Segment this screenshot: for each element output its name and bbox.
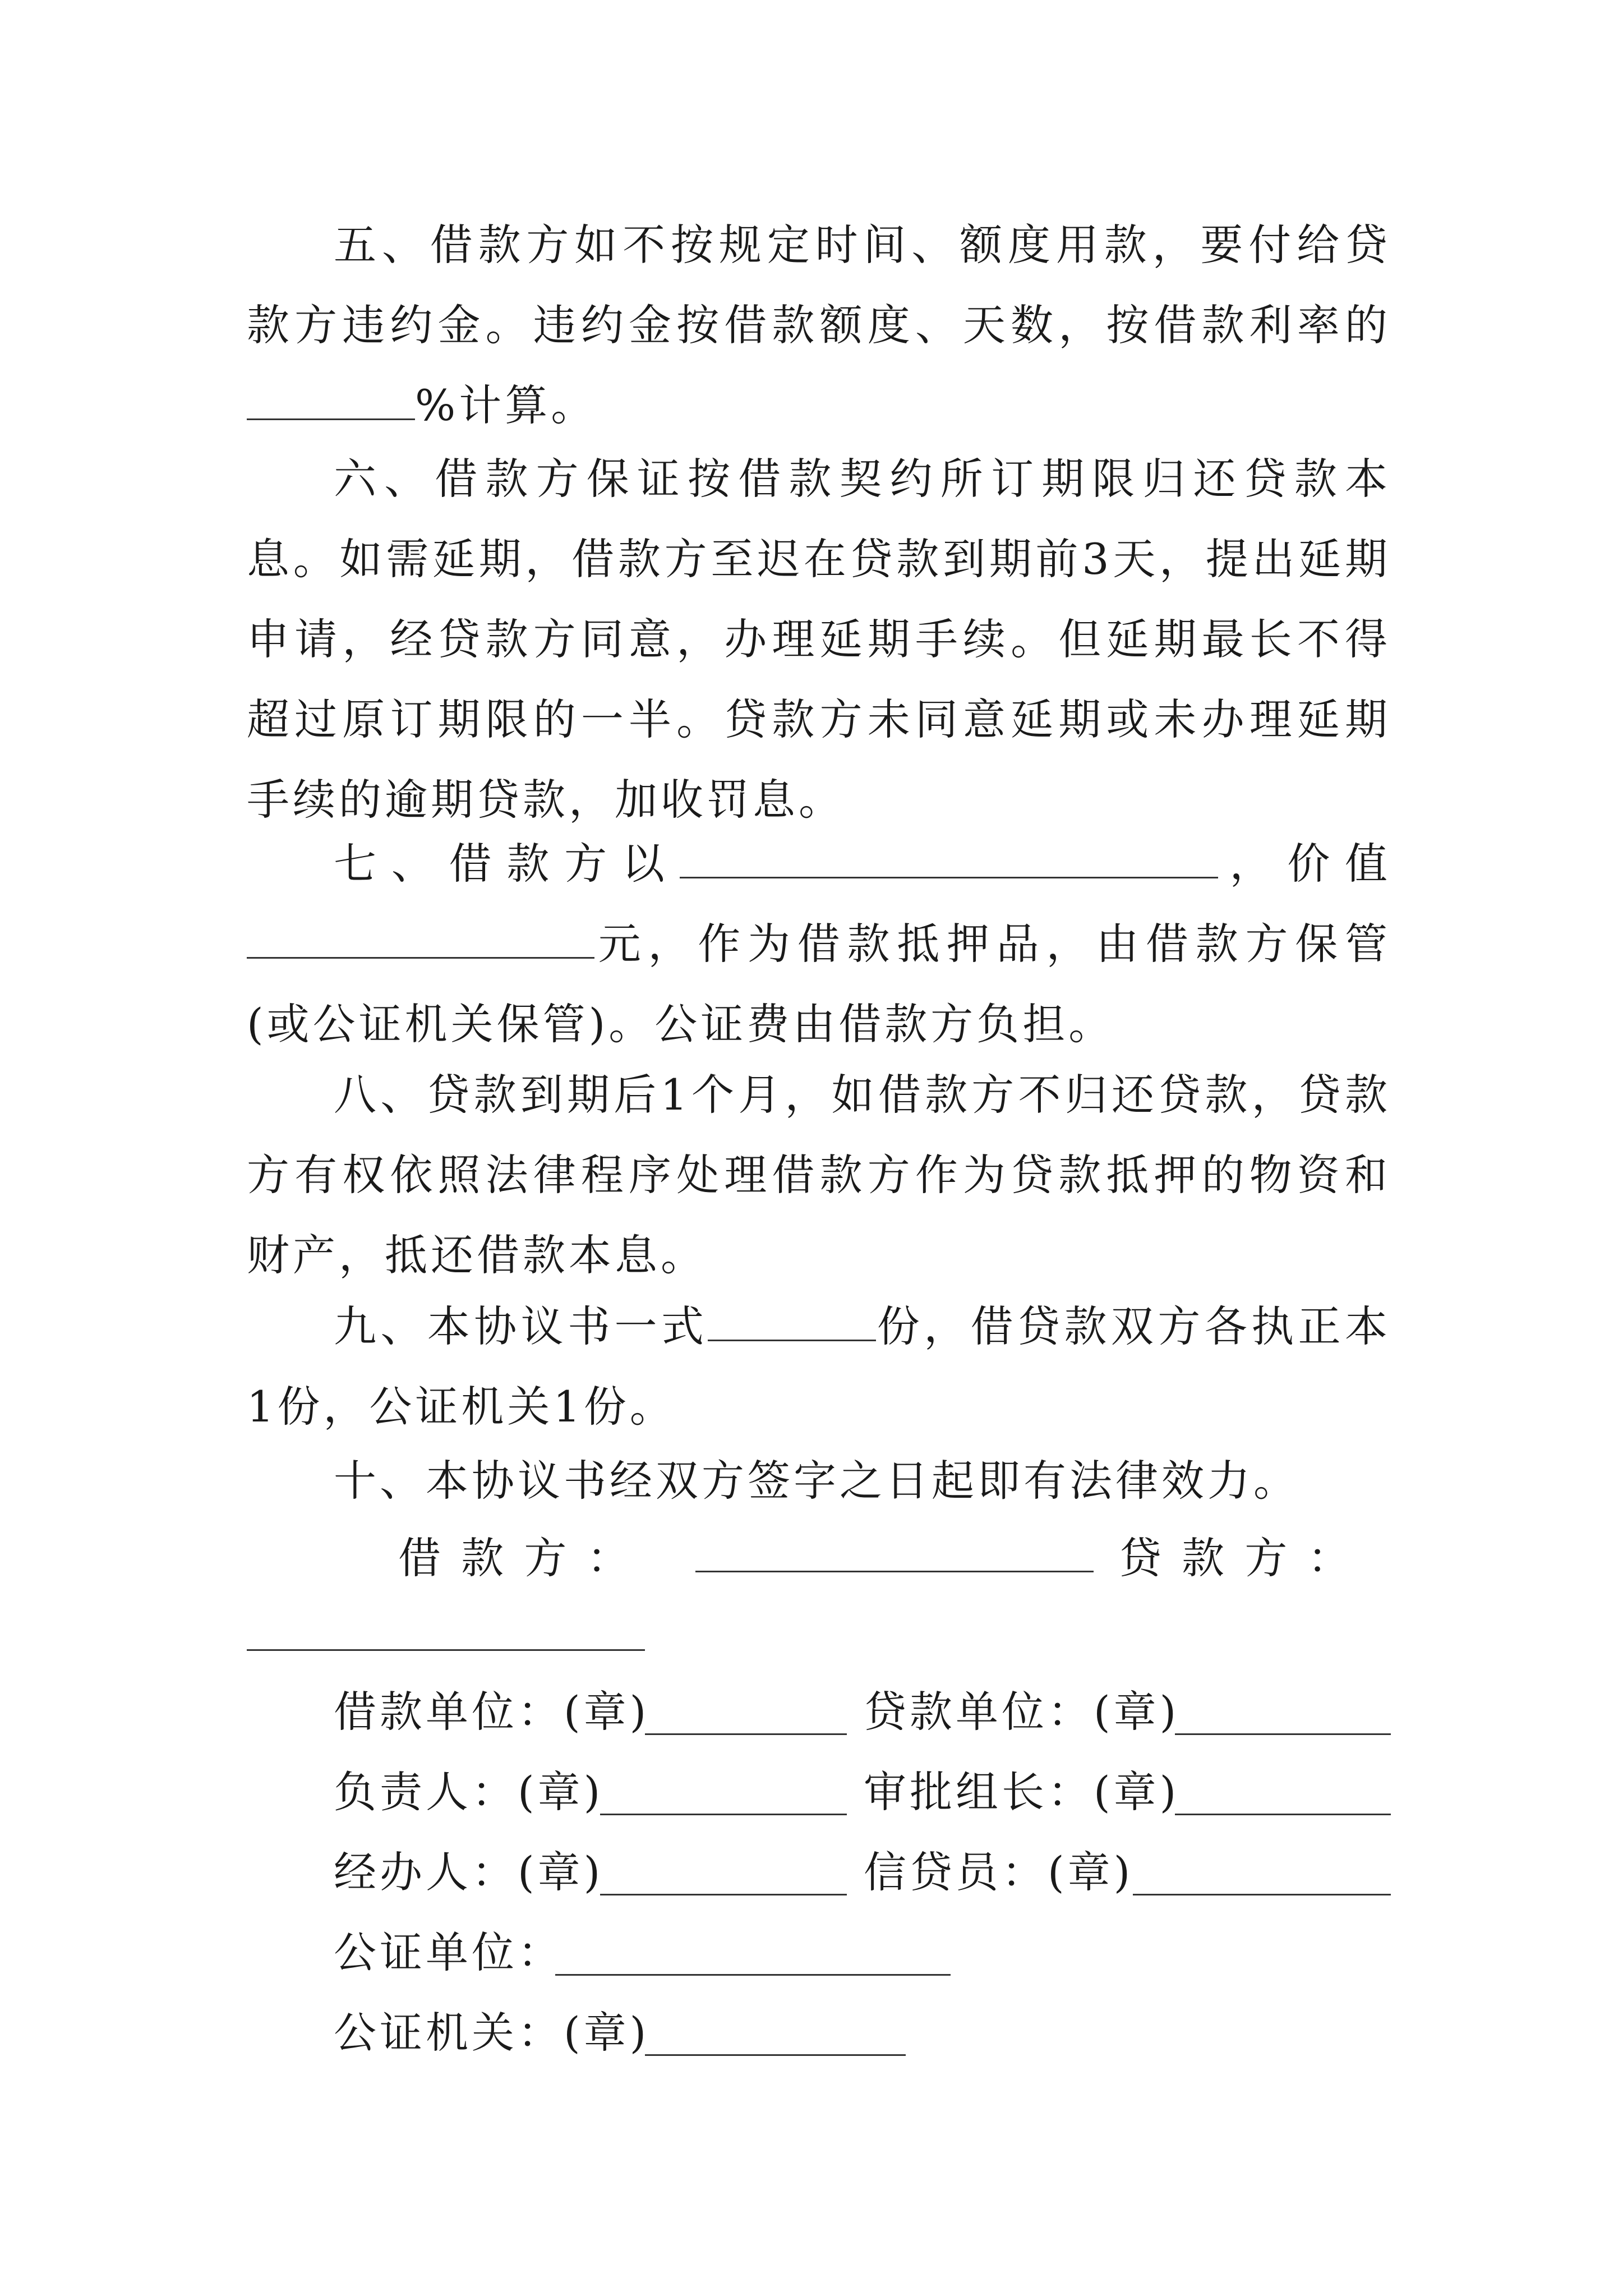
clause-five-text-a: 五、借款方如不按规定时间、额度用款，要付给贷款方违约金。违约金按借款额度、天数，按借款利率的 — [247, 220, 1391, 350]
borrower-head-line[interactable] — [600, 1814, 847, 1815]
notary-office-line[interactable] — [645, 2054, 906, 2056]
clause-nine — [247, 1286, 1391, 1447]
borrower-signature-label: 借 款 方 ： — [398, 1533, 633, 1583]
clause-seven-text-a: 七、借款方以 — [334, 839, 680, 889]
clause-nine-text-a: 九、本协议书一式 — [334, 1301, 708, 1351]
clause-nine-text-b: 份，借贷款双方各执正本1份，公证机关1份。 — [247, 1301, 1391, 1432]
clause-five-percent: % — [415, 380, 459, 430]
clause-seven-text-b: ，价值 — [1218, 839, 1391, 889]
clause-seven-collateral-blank[interactable] — [680, 836, 1218, 878]
borrower-handler-line[interactable] — [600, 1894, 847, 1895]
clause-seven-text-c: 元，作为借款抵押品，由借款方保管(或公证机关保管)。公证费由借款方负担。 — [247, 919, 1391, 1049]
clause-nine-copies-blank[interactable] — [708, 1299, 876, 1341]
clause-eight: 八、贷款到期后1个月，如借款方不归还贷款，贷款方有权依照法律程序处理借款方作为贷款抵押的物资和财产，抵还借款本息。 — [247, 1070, 1391, 1280]
lender-head-label: 审批组长：(章) — [864, 1767, 1180, 1817]
lender-signature-line[interactable] — [247, 1649, 645, 1651]
lender-officer-label: 信贷员：(章) — [864, 1847, 1134, 1897]
borrower-unit-label: 借款单位：(章) — [334, 1687, 650, 1737]
notary-office-label: 公证机关：(章) — [334, 2008, 650, 2058]
lender-head-line[interactable] — [1175, 1814, 1391, 1815]
lender-signature-label: 贷 款 方 ： — [1119, 1533, 1354, 1583]
notary-unit-line[interactable] — [555, 1974, 951, 1976]
clause-six: 六、借款方保证按借款契约所订期限归还贷款本息。如需延期，借款方至迟在贷款到期前3天，提出延期申请，经贷款方同意，办理延期手续。但延期最长不得超过原订期限的一半。贷款方未同意延期或未办理延期手续的逾期贷款，加收罚息。 — [247, 454, 1391, 825]
clause-five-rate-blank[interactable] — [247, 378, 415, 420]
notary-unit-label: 公证单位： — [334, 1927, 564, 1977]
lender-unit-line[interactable] — [1175, 1733, 1391, 1735]
clause-ten: 十、本协议书经双方签字之日起即有法律效力。 — [334, 1456, 1299, 1506]
lender-unit-label: 贷款单位：(章) — [864, 1687, 1180, 1737]
borrower-handler-label: 经办人：(章) — [334, 1847, 604, 1897]
clause-seven-value-blank[interactable] — [247, 917, 594, 959]
borrower-unit-line[interactable] — [645, 1733, 847, 1735]
lender-officer-line[interactable] — [1133, 1894, 1391, 1895]
clause-five — [247, 205, 1391, 445]
clause-five-text-c: 计算。 — [459, 380, 597, 430]
clause-seven — [247, 823, 1391, 1064]
borrower-signature-line[interactable] — [695, 1571, 1094, 1572]
borrower-head-label: 负责人：(章) — [334, 1767, 604, 1817]
